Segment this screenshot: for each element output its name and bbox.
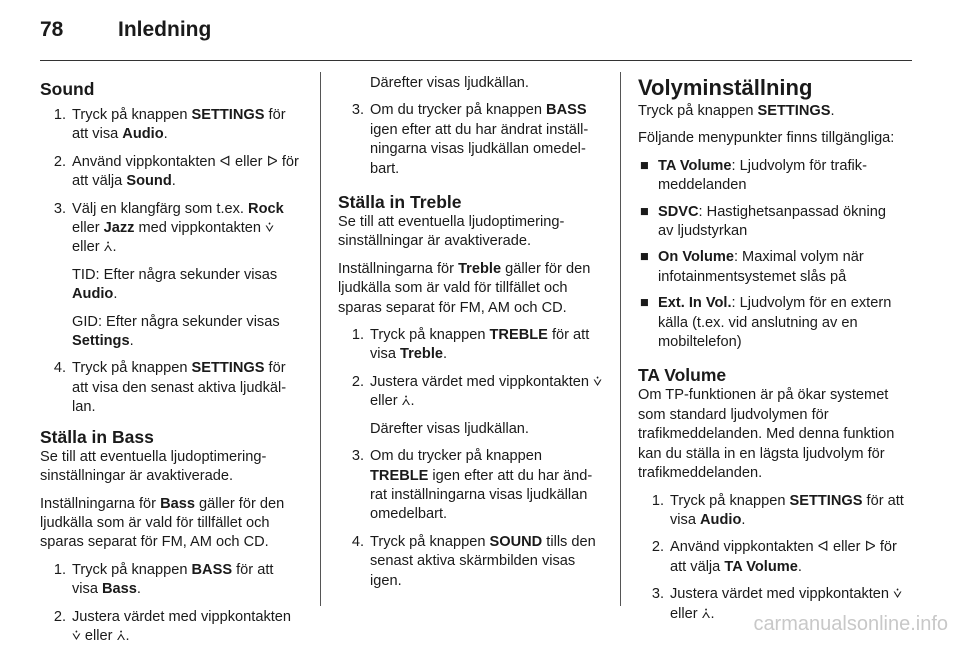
paragraph: Se till att eventuella ljudoptimeringsinställningar är avaktiverade. <box>338 214 565 250</box>
watermark: carmanualsonline.info <box>753 613 948 635</box>
paragraph: Inställningarna för Treble gäller för den ljudkälla som är vald för tillfället och sparas separat för FM, AM och CD. <box>338 260 591 316</box>
bullet-item: ■ On Volume: Maximal volym när infotainmentsystemet slås på <box>638 248 904 287</box>
section-heading-bass: Ställa in Bass <box>40 426 154 447</box>
section-heading-sound: Sound <box>40 79 95 99</box>
column-3 <box>638 74 904 632</box>
down-arrow-icon: ⩒ <box>893 586 902 603</box>
bullet-item: ■ Ext. In Vol.: Ljudvolym för en extern källa (t.ex. vid anslutning av en mobiltelefon) <box>638 294 904 352</box>
down-arrow-icon: ⩒ <box>593 373 602 390</box>
paragraph: Tryck på knappen SETTINGS. <box>638 103 835 119</box>
up-arrow-icon: ⩑ <box>116 627 126 644</box>
header-rule <box>40 60 912 61</box>
list-item: 3. Välj en klangfärg som t.ex. Rock eller Jazz med vippkontakten ⩒ eller ⩑. TID: Efter några sekunder visas Audio. GID: Efter några sekunder visas Settings. <box>40 200 302 352</box>
list-item: 2. Använd vippkontakten ᐊ eller ᐅ för att välja TA Volume. <box>651 539 897 575</box>
page-title: Inledning <box>118 18 212 41</box>
paragraph: Följande menypunkter finns tillgängliga: <box>638 130 895 147</box>
list-item: 4. Tryck på knappen SOUND tills den senast aktiva skärmbilden visas igen. <box>351 533 596 589</box>
column-2 <box>338 74 604 599</box>
down-arrow-icon: ⩒ <box>72 627 81 644</box>
gid-note: GID: Efter några sekunder visas Settings. <box>72 313 280 350</box>
page-number: 78 <box>40 18 64 41</box>
column-divider <box>620 72 621 606</box>
list-item: 2. Använd vippkontakten ᐊ eller ᐅ för att välja Sound. <box>53 153 299 190</box>
column-1 <box>40 74 302 654</box>
section-heading-treble: Ställa in Treble <box>338 192 462 213</box>
column-divider <box>320 72 321 606</box>
list-item: 3. Justera värdet med vippkontakten ⩒ eller ⩑. <box>651 586 902 622</box>
right-arrow-icon: ᐅ <box>266 153 278 170</box>
down-arrow-icon: ⩒ <box>265 220 274 237</box>
left-arrow-icon: ᐊ <box>219 153 231 170</box>
up-arrow-icon: ⩑ <box>701 605 711 622</box>
bullet-item: ■ TA Volume: Ljudvolym för trafikmeddelanden <box>638 157 904 196</box>
bullet-square-icon: ■ <box>640 295 649 312</box>
list-item: 1. Tryck på knappen BASS för att visa Bass. <box>53 561 274 598</box>
list-item: 1. Tryck på knappen SETTINGS för att visa Audio. <box>651 492 904 528</box>
tid-note: TID: Efter några sekunder visas Audio. <box>72 266 278 303</box>
bullet-square-icon: ■ <box>640 157 649 174</box>
paragraph: Se till att eventuella ljudoptimeringsinställningar är avaktiverade. <box>40 448 267 485</box>
list-item: 2. Justera värdet med vippkontakten ⩒ eller ⩑. Därefter visas ljudkällan. <box>351 373 602 437</box>
up-arrow-icon: ⩑ <box>401 393 411 410</box>
bullet-item: ■ SDVC: Hastighetsanpassad ökning av ljudstyrkan <box>638 203 904 242</box>
section-heading-ta-volume: TA Volume <box>638 365 727 386</box>
bullet-square-icon: ■ <box>640 203 649 220</box>
list-continuation: Därefter visas ljudkällan. <box>370 75 529 91</box>
list-item: 1. Tryck på knappen TREBLE för att visa Treble. <box>351 327 590 363</box>
page-header <box>40 18 211 48</box>
list-item: 3. Om du trycker på knappen BASS igen efter att du har ändrat inställningarna visas ljudkällan omedelbart. <box>351 102 589 177</box>
list-item: 2. Justera värdet med vippkontakten ⩒ eller ⩑. <box>53 608 292 644</box>
section-heading-volume: Volyminställning <box>638 75 813 100</box>
list-item: 1. Tryck på knappen SETTINGS för att visa Audio. <box>53 107 286 143</box>
list-item: 4. Tryck på knappen SETTINGS för att visa den senast aktiva ljudkällan. <box>53 360 287 416</box>
left-arrow-icon: ᐊ <box>817 539 829 556</box>
list-item: 3. Om du trycker på knappen TREBLE igen efter att du har ändrat inställningarna visas ljudkällan omedelbart. <box>351 448 593 523</box>
right-arrow-icon: ᐅ <box>864 539 876 556</box>
paragraph: Inställningarna för Bass gäller för den ljudkälla som är vald för tillfället och sparas separat för FM, AM och CD. <box>40 495 285 551</box>
up-arrow-icon: ⩑ <box>103 239 113 256</box>
bullet-square-icon: ■ <box>640 249 649 266</box>
paragraph: Om TP-funktionen är på ökar systemet som standard ljudvolymen för trafikmeddelanden. Med denna funktion kan du ställa in en lägsta ljudvolym för trafikmeddelanden. <box>638 387 895 482</box>
